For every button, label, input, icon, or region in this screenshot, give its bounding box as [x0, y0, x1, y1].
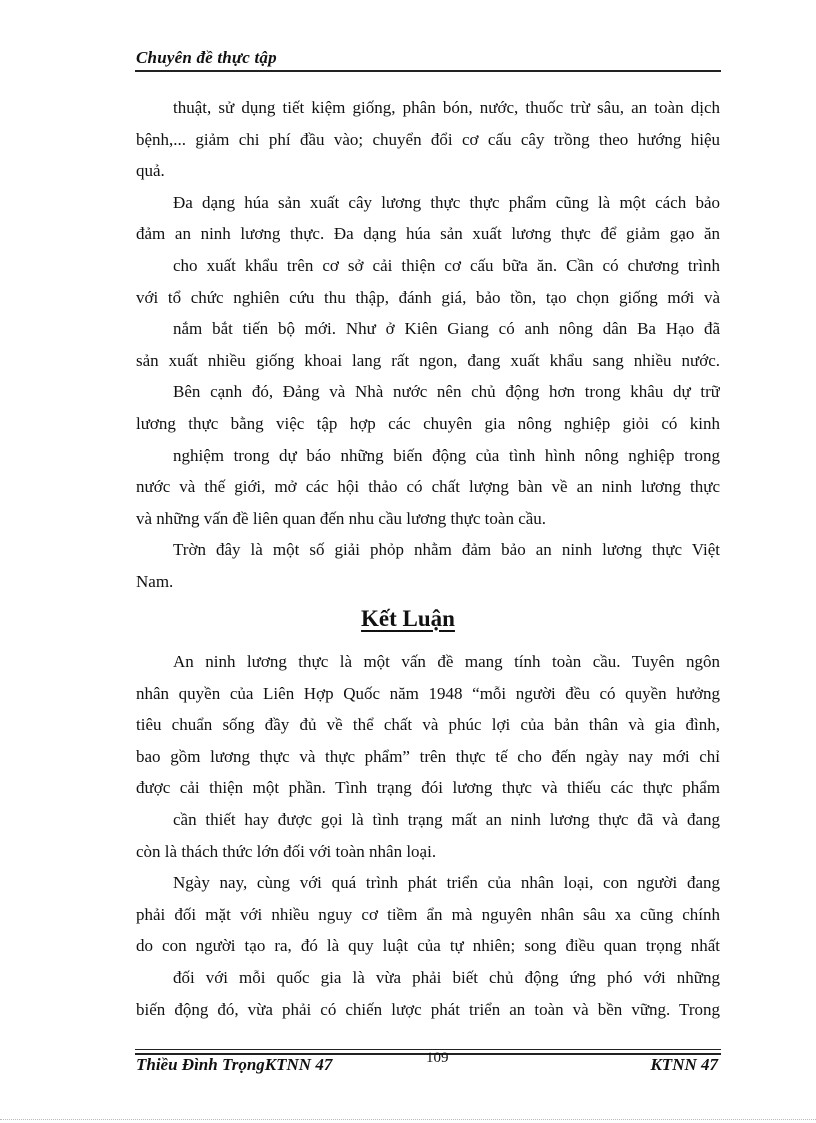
header-divider	[135, 70, 721, 72]
text-line: tiêu chuẩn sống đầy đủ về thể chất và phúc lợi của bản thân và gia đình,	[136, 715, 720, 735]
body-text-conclusion	[136, 646, 720, 1025]
text-line: với tổ chức nghiên cứu thu thập, đánh giá, bảo tồn, tạo chọn giống mới và	[136, 287, 720, 307]
page-edge-divider	[0, 1119, 816, 1120]
text-line: được cải thiện một phần. Tình trạng đói lương thực và thiếu các thực phẩm	[136, 778, 720, 798]
text-line: cho xuất khẩu trên cơ sở cải thiện cơ cấu bữa ăn. Cần có chương trình	[173, 255, 720, 275]
conclusion-heading-text: Kết Luận	[361, 606, 455, 631]
text-line: quả.	[136, 161, 165, 181]
text-line: nhân quyền của Liên Hợp Quốc năm 1948 “mỗi người đều có quyền hưởng	[136, 683, 720, 703]
page-header-title: Chuyên đề thực tập	[136, 48, 277, 67]
text-line: nước và thế giới, mở các hội thảo có chất lượng bàn về an ninh lương thực	[136, 477, 720, 497]
text-line: Trờn đây là một số giải phỏp nhằm đảm bảo an ninh lương thực Việt	[173, 540, 720, 560]
text-line: nắm bắt tiến bộ mới. Như ở Kiên Giang có anh nông dân Ba Hạo đã	[173, 319, 720, 339]
text-line: bao gồm lương thực và thực phẩm” trên thực tế cho đến ngày nay mới chỉ	[136, 746, 720, 766]
text-line: cần thiết hay được gọi là tình trạng mất an ninh lương thực đã và đang	[173, 809, 720, 829]
text-line: bệnh,... giảm chi phí đầu vào; chuyển đổi cơ cấu cây trồng theo hướng hiệu	[136, 129, 720, 149]
body-text-section-1	[136, 92, 720, 598]
text-line: Bên cạnh đó, Đảng và Nhà nước nên chủ động hơn trong khâu dự trữ	[173, 382, 720, 402]
conclusion-heading	[0, 606, 816, 632]
text-line: và những vấn đề liên quan đến nhu cầu lương thực toàn cầu.	[136, 508, 547, 528]
text-line: phải đối mặt với nhiều nguy cơ tiềm ẩn mà nguyên nhân sâu xa cũng chính	[136, 904, 720, 924]
text-line: biến động đó, vừa phải có chiến lược phát triển an toàn và bền vững. Trong	[136, 999, 720, 1019]
text-line: đối với mỗi quốc gia là vừa phải biết chủ động ứng phó với những	[173, 967, 720, 987]
footer-author: Thiều Đình TrọngKTNN 47	[136, 1055, 333, 1074]
text-line: thuật, sử dụng tiết kiệm giống, phân bón, nước, thuốc trừ sâu, an toàn dịch	[173, 98, 720, 117]
text-line: do con người tạo ra, đó là quy luật của tự nhiên; song điều quan trọng nhất	[136, 936, 720, 956]
text-line: sản xuất nhiều giống khoai lang rất ngon, đang xuất khẩu sang nhiều nước.	[136, 350, 720, 370]
text-line: An ninh lương thực là một vấn đề mang tính toàn cầu. Tuyên ngôn	[173, 652, 720, 671]
text-line: còn là thách thức lớn đối với toàn nhân loại.	[136, 841, 437, 861]
text-line: nghiệm trong dự báo những biến động của tình hình nông nghiệp trong	[173, 445, 720, 465]
footer-class-code: KTNN 47	[650, 1055, 718, 1074]
text-line: đảm an ninh lương thực. Đa dạng húa sản xuất lương thực để giảm gạo ăn	[136, 224, 720, 244]
text-line: Nam.	[136, 571, 174, 591]
text-line: Ngày nay, cùng với quá trình phát triển của nhân loại, con người đang	[173, 873, 720, 893]
page-number: 109	[426, 1050, 449, 1066]
text-line: Đa dạng húa sản xuất cây lương thực thực phẩm cũng là một cách bảo	[173, 192, 720, 212]
text-line: lương thực bằng việc tập hợp các chuyên gia nông nghiệp giỏi có kinh	[136, 413, 720, 433]
